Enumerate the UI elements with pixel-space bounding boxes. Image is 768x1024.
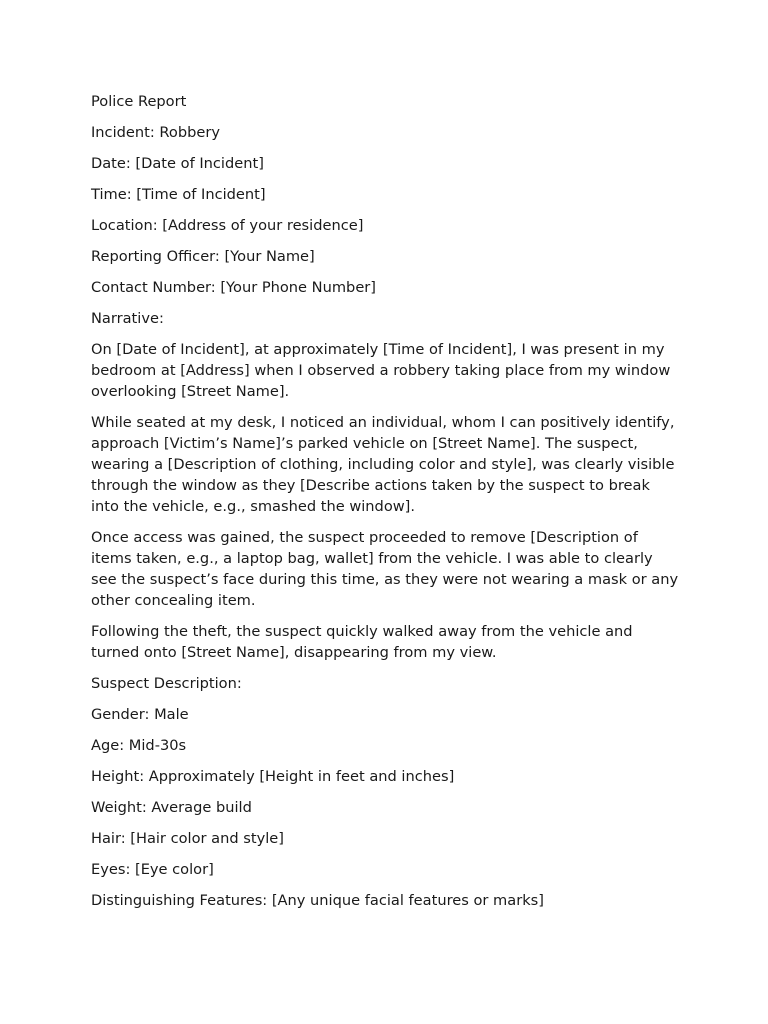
suspect-gender: Gender: Male <box>91 706 189 723</box>
suspect-eyes: Eyes: [Eye color] <box>91 861 214 878</box>
suspect-distinguishing-features: Distinguishing Features: [Any unique facial features or marks] <box>91 892 544 909</box>
field-date: Date: [Date of Incident] <box>91 155 264 172</box>
suspect-heading: Suspect Description: <box>91 675 242 692</box>
narrative-paragraph: On [Date of Incident], at approximately [Time of Incident], I was present in my bedroom at [Address] when I observed a robbery taking place from my window overlooking [Street Name]. <box>91 341 671 400</box>
document-title: Police Report <box>91 93 187 110</box>
narrative-paragraph: Following the theft, the suspect quickly walked away from the vehicle and turned onto [Street Name], disappearing from my view. <box>91 623 633 661</box>
suspect-weight: Weight: Average build <box>91 799 252 816</box>
field-contact-number: Contact Number: [Your Phone Number] <box>91 279 376 296</box>
suspect-age: Age: Mid-30s <box>91 737 187 754</box>
narrative-heading: Narrative: <box>91 310 164 327</box>
suspect-hair: Hair: [Hair color and style] <box>91 830 284 847</box>
field-location: Location: [Address of your residence] <box>91 217 364 234</box>
narrative-paragraph: While seated at my desk, I noticed an individual, whom I can positively identify, approach [Victim’s Name]’s parked vehicle on [Street Name]. The suspect, wearing a [Description of clothing, including color and style], was clearly visible through the window as they [Describe actions taken by the suspect to break into the vehicle, e.g., smashed the window]. <box>91 414 675 515</box>
field-incident: Incident: Robbery <box>91 124 220 141</box>
document-page <box>91 91 681 921</box>
field-reporting-officer: Reporting Officer: [Your Name] <box>91 248 315 265</box>
narrative-paragraph: Once access was gained, the suspect proceeded to remove [Description of items taken, e.g., a laptop bag, wallet] from the vehicle. I was able to clearly see the suspect’s face during this time, as they were not wearing a mask or any other concealing item. <box>91 529 679 609</box>
field-time: Time: [Time of Incident] <box>91 186 266 203</box>
suspect-height: Height: Approximately [Height in feet and inches] <box>91 768 455 785</box>
